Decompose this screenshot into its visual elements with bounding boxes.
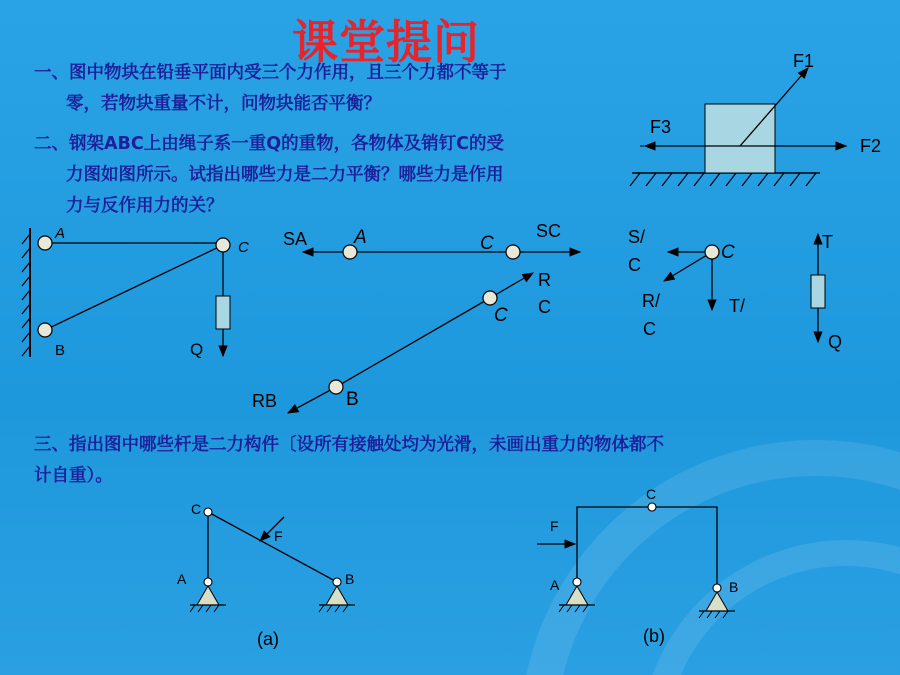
label-c: C: [238, 239, 249, 256]
pin-b: [333, 578, 341, 586]
weight-box: [811, 275, 825, 308]
support-a: [566, 586, 588, 605]
pin-b: [38, 323, 52, 337]
support-a: [197, 586, 219, 605]
label-a: A: [55, 225, 66, 242]
pin-c-figure: [628, 227, 745, 339]
support-b: [326, 586, 348, 605]
question-2-line1: 二、钢架ABC上由绳子系一重Q的重物，各物体及销钉C的受: [34, 134, 504, 154]
label-rc-1: R: [538, 270, 551, 290]
label-b: B: [345, 571, 355, 587]
pin-a: [573, 578, 581, 586]
wall-hatch: [22, 234, 30, 356]
label-c: C: [721, 242, 735, 263]
label-a: A: [354, 227, 367, 248]
label-q: Q: [190, 340, 204, 359]
pin-c: [204, 508, 212, 516]
bar-bc: [336, 298, 490, 387]
label-c: C: [494, 305, 508, 326]
label-rc-2: C: [538, 297, 551, 317]
bar-cb: [208, 512, 337, 582]
question-1-line1: 一、图中物块在铅垂平面内受三个力作用，且三个力都不等于: [34, 63, 507, 83]
label-b: B: [729, 579, 739, 595]
label-c: C: [191, 501, 202, 517]
label-f: F: [550, 518, 559, 534]
frame-figure: [22, 225, 249, 359]
question-2-line3: 力与反作用力的关？: [66, 196, 224, 216]
frame-b: [577, 507, 717, 588]
label-b: B: [55, 342, 66, 359]
pin-c: [705, 245, 719, 259]
label-rb: RB: [252, 391, 278, 411]
label-t: T: [822, 232, 833, 252]
label-s-prime-2: C: [628, 255, 641, 275]
caption-a: (a): [257, 629, 279, 649]
label-f3: F3: [650, 117, 672, 137]
pin-b: [329, 380, 343, 394]
pin-a: [204, 578, 212, 586]
question-2-line2: 力图如图所示。试指出哪些力是二力平衡？哪些力是作用: [66, 165, 504, 185]
bar-bc-figure: [252, 270, 551, 413]
bar-bc-line: [45, 245, 223, 330]
label-a: A: [550, 577, 560, 593]
weight-figure: [811, 232, 842, 352]
pin-c: [483, 291, 497, 305]
label-f2: F2: [860, 136, 882, 156]
label-sa: SA: [283, 229, 308, 249]
figure-a: [177, 501, 355, 649]
label-a: A: [177, 571, 187, 587]
question-3-line2: 计自重）。: [34, 466, 113, 486]
label-r-prime-2: C: [643, 319, 656, 339]
label-t-prime: T/: [729, 296, 745, 316]
question-3-line1: 三、指出图中哪些杆是二力构件〔设所有接触处均为光滑，未画出重力的物体都不: [34, 435, 664, 455]
ground-hatch: [630, 173, 816, 186]
figure-b: [537, 486, 738, 646]
block-body: [705, 104, 775, 173]
label-q: Q: [828, 332, 843, 352]
label-c: C: [646, 486, 657, 502]
block-figure: [630, 51, 881, 186]
pin-a: [38, 236, 52, 250]
support-b: [706, 592, 728, 611]
label-c: C: [480, 233, 494, 254]
ground-hatch: [190, 605, 348, 612]
force-r-prime-arrow: [664, 252, 712, 281]
pin-c: [506, 245, 520, 259]
force-rb-arrow: [288, 387, 336, 413]
label-f: F: [274, 528, 283, 544]
question-1-line2: 零，若物块重量不计，问物块能否平衡？: [66, 94, 381, 114]
label-b: B: [346, 389, 359, 410]
pin-c: [216, 238, 230, 252]
pin-b: [713, 584, 721, 592]
label-f1: F1: [793, 51, 815, 71]
label-r-prime-1: R/: [642, 291, 660, 311]
weight-q-box: [216, 296, 230, 329]
pin-c: [648, 503, 656, 511]
slide-title: 课堂提问: [292, 15, 480, 69]
bar-ac-figure: [283, 221, 580, 259]
label-sc: SC: [536, 221, 562, 241]
caption-b: (b): [643, 626, 665, 646]
label-s-prime-1: S/: [628, 227, 646, 247]
